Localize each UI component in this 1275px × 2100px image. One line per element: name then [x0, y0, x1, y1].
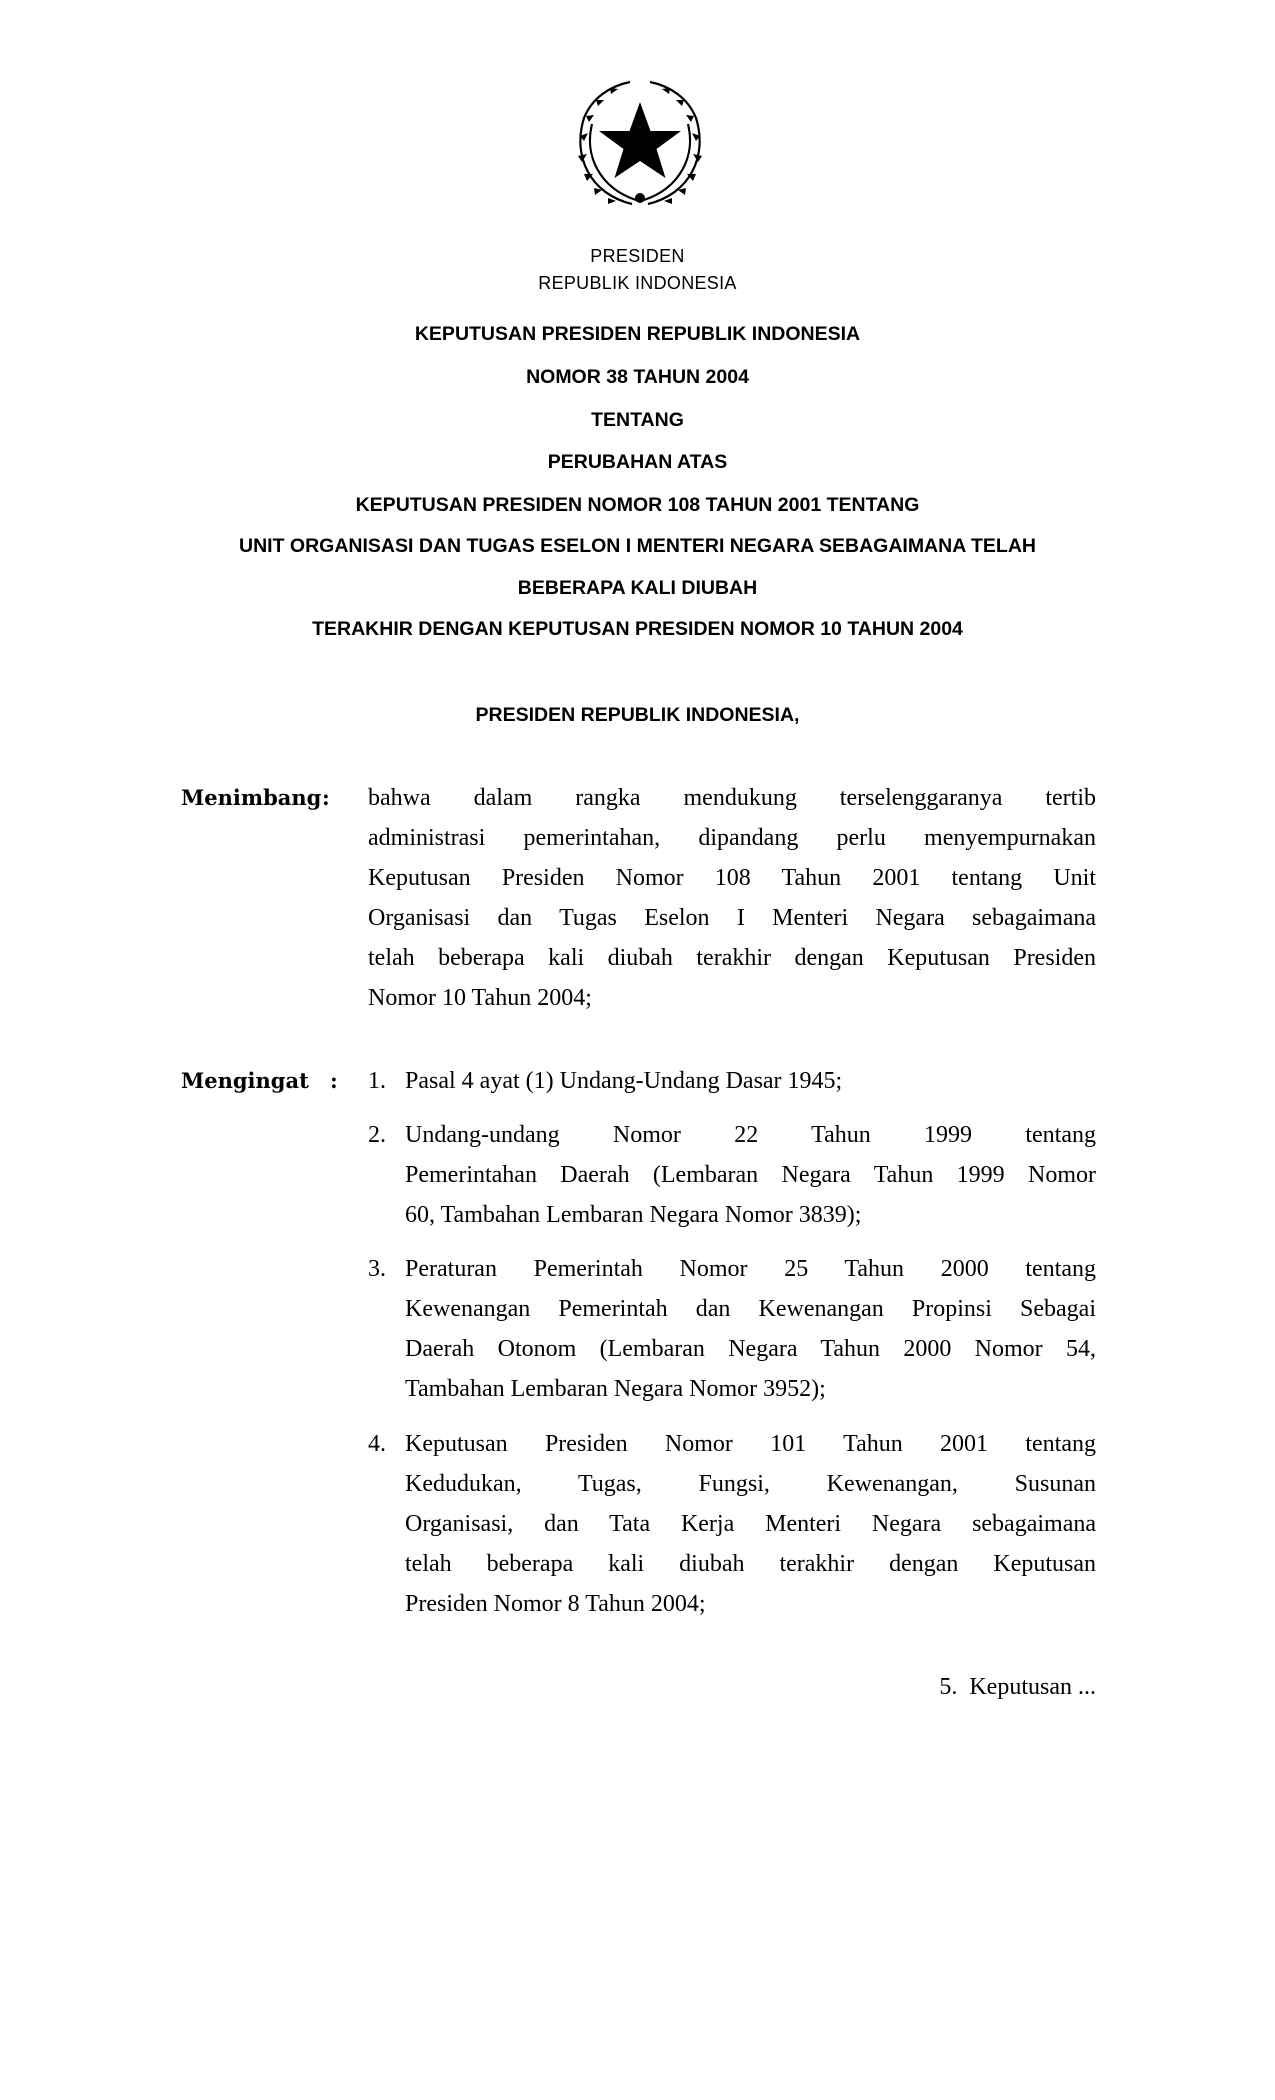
- text-line: administrasi pemerintahan, dipandang perlu menyempurnakan: [368, 825, 1096, 851]
- text-line: Keputusan Presiden Nomor 108 Tahun 2001 tentang Unit: [368, 865, 1096, 891]
- text-line: Kewenangan Pemerintah dan Kewenangan Propinsi Sebagai: [405, 1296, 1096, 1322]
- text-line: Pasal 4 ayat (1) Undang-Undang Dasar 1945;: [405, 1068, 843, 1094]
- mengingat-item-1: [405, 1061, 1096, 1101]
- item-number: 4.: [368, 1431, 386, 1457]
- menimbang-text: [368, 778, 1096, 1018]
- item-number: 2.: [368, 1122, 386, 1148]
- decree-number: NOMOR 38 TAHUN 2004: [526, 366, 749, 388]
- decree-title-line: PERUBAHAN ATAS: [547, 451, 728, 473]
- presidential-seal-icon: [570, 76, 710, 216]
- mengingat-item-2: [405, 1115, 1096, 1235]
- header-republic: REPUBLIK INDONESIA: [538, 273, 737, 293]
- mengingat-item-3: [405, 1249, 1096, 1409]
- decree-title-line: TERAKHIR DENGAN KEPUTUSAN PRESIDEN NOMOR 10 TAHUN 2004: [312, 618, 963, 640]
- text-line: Peraturan Pemerintah Nomor 25 Tahun 2000 tentang: [405, 1256, 1096, 1282]
- text-line: Nomor 10 Tahun 2004;: [368, 985, 592, 1011]
- item-number: 1.: [368, 1068, 386, 1094]
- text-line: Undang-undang Nomor 22 Tahun 1999 tentang: [405, 1122, 1096, 1148]
- text-line: Pemerintahan Daerah (Lembaran Negara Tahun 1999 Nomor: [405, 1162, 1096, 1188]
- issuer-heading: PRESIDEN REPUBLIK INDONESIA,: [475, 704, 800, 726]
- continuation-marker: 5. Keputusan ...: [939, 1674, 1096, 1700]
- mengingat-label: Mengingat: [181, 1068, 309, 1093]
- decree-title-line: TENTANG: [591, 409, 684, 431]
- text-line: 60, Tambahan Lembaran Negara Nomor 3839);: [405, 1202, 862, 1228]
- decree-title-line: BEBERAPA KALI DIUBAH: [517, 577, 758, 599]
- text-line: Keputusan Presiden Nomor 101 Tahun 2001 tentang: [405, 1431, 1096, 1457]
- text-line: Tambahan Lembaran Negara Nomor 3952);: [405, 1376, 826, 1402]
- mengingat-colon: :: [330, 1068, 338, 1093]
- text-line: Kedudukan, Tugas, Fungsi, Kewenangan, Susunan: [405, 1471, 1096, 1497]
- decree-title-line: KEPUTUSAN PRESIDEN REPUBLIK INDONESIA: [414, 323, 861, 345]
- decree-title-line: UNIT ORGANISASI DAN TUGAS ESELON I MENTERI NEGARA SEBAGAIMANA TELAH: [239, 535, 1036, 557]
- menimbang-colon: :: [322, 785, 330, 810]
- header-president: PRESIDEN: [590, 246, 685, 266]
- text-line: Presiden Nomor 8 Tahun 2004;: [405, 1591, 706, 1617]
- text-line: bahwa dalam rangka mendukung terselenggaranya tertib: [368, 785, 1096, 811]
- text-line: Daerah Otonom (Lembaran Negara Tahun 2000 Nomor 54,: [405, 1336, 1096, 1362]
- text-line: telah beberapa kali diubah terakhir dengan Keputusan: [405, 1551, 1096, 1577]
- decree-title-line: KEPUTUSAN PRESIDEN NOMOR 108 TAHUN 2001 TENTANG: [355, 494, 920, 516]
- text-line: Organisasi, dan Tata Kerja Menteri Negara sebagaimana: [405, 1511, 1096, 1537]
- text-line: telah beberapa kali diubah terakhir dengan Keputusan Presiden: [368, 945, 1096, 971]
- text-line: Organisasi dan Tugas Eselon I Menteri Negara sebagaimana: [368, 905, 1096, 931]
- mengingat-item-4: [405, 1424, 1096, 1624]
- menimbang-label: Menimbang: [181, 785, 322, 810]
- item-number: 3.: [368, 1256, 386, 1282]
